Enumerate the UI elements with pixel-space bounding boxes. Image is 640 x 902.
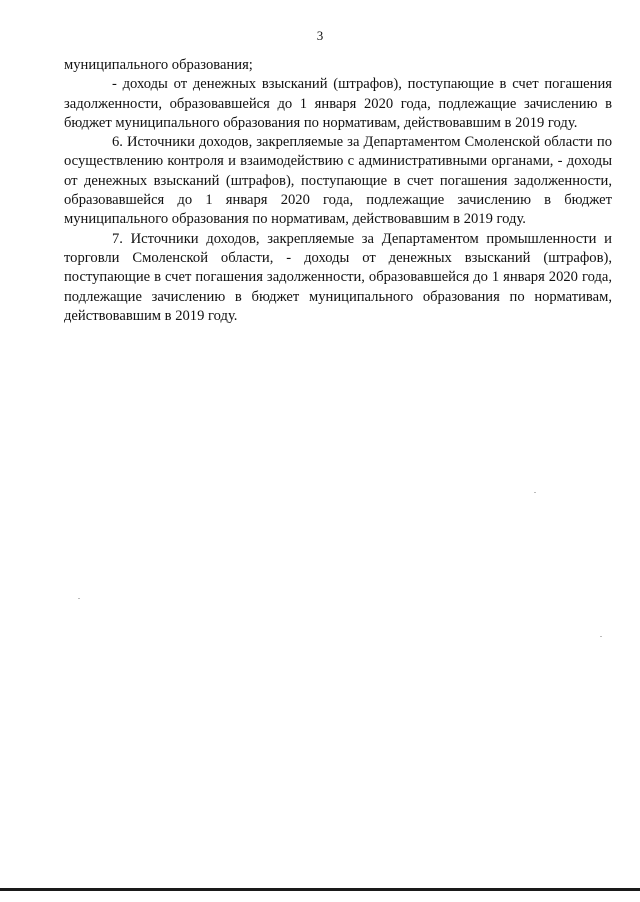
paragraph-item-6: 6. Источники доходов, закрепляемые за Департаментом Смоленской области по осуществлению контроля и взаимодействию с административными органами, - доходы от денежных взысканий (штрафов), поступающие в счет погашения задолженности, образовавшейся до 1 января 2020 года, подлежащие зачислению в бюджет муниципального образования по нормативам, действовавшим в 2019 году. [64,134,612,228]
scan-speck [78,598,80,599]
paragraph-fines-item: - доходы от денежных взысканий (штрафов), поступающие в счет погашения задолженности, образовавшейся до 1 января 2020 года, подлежащие зачислению в бюджет муниципального образования по нормативам, действовавшим в 2019 году. [64,76,612,131]
paragraph-item-7: 7. Источники доходов, закрепляемые за Департаментом промышленности и торговли Смоленской области, - доходы от денежных взысканий (штрафов), поступающие в счет погашения задолженности, образовавшейся до 1 января 2020 года, подлежащие зачислению в бюджет муниципального образования по нормативам, действовавшим в 2019 году. [64,230,612,324]
bottom-scan-edge [0,888,640,891]
page-number: 3 [316,28,324,43]
document-body [64,56,612,326]
scan-speck [534,492,536,493]
scan-speck [600,636,602,637]
paragraph-continuation: муниципального образования; [64,57,253,73]
